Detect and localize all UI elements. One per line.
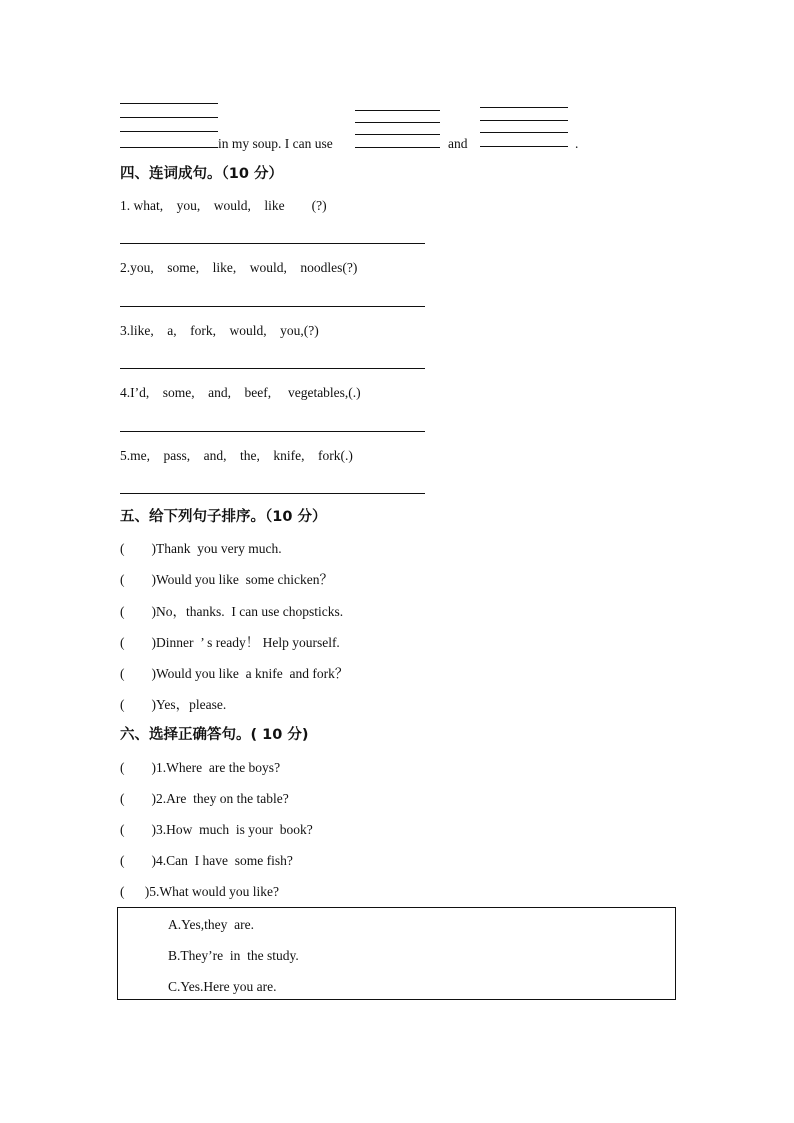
answer-line-3[interactable] xyxy=(120,368,425,369)
section4-item-5: 5.me, pass, and, the, knife, fork(.) xyxy=(120,448,353,463)
answer-line-4[interactable] xyxy=(120,431,425,432)
section5-item-3: ( )No，thanks. I can use chopsticks. xyxy=(120,604,344,619)
section4-heading: 四、连词成句。（10 分） xyxy=(120,166,283,182)
option-b: B.They’re in the study. xyxy=(168,948,299,963)
section4-item-2: 2.you, some, like, would, noodles(?) xyxy=(120,260,358,275)
top-sentence-part1: in my soup. I can use xyxy=(218,136,333,151)
section5-item-2: ( )Would you like some chicken？ xyxy=(120,572,333,587)
section6-item-3: ( )3.How much is your book? xyxy=(120,822,313,837)
section6-item-4: ( )4.Can I have some fish? xyxy=(120,853,293,868)
top-sentence-part2: and xyxy=(448,136,468,151)
section4-item-4: 4.I’d, some, and, beef, vegetables,(.) xyxy=(120,385,361,400)
section5-item-5: ( )Would you like a knife and fork？ xyxy=(120,666,349,681)
option-c: C.Yes.Here you are. xyxy=(168,979,277,994)
option-a: A.Yes,they are. xyxy=(168,917,254,932)
answer-options-box xyxy=(117,907,676,1000)
answer-line-2[interactable] xyxy=(120,306,425,307)
answer-line-5[interactable] xyxy=(120,493,425,494)
section5-heading: 五、给下列句子排序。（10 分） xyxy=(120,509,327,525)
section6-item-1: ( )1.Where are the boys? xyxy=(120,760,281,775)
section6-item-5: ( )5.What would you like? xyxy=(120,884,279,899)
answer-line-1[interactable] xyxy=(120,243,425,244)
section5-item-6: ( )Yes，please. xyxy=(120,697,227,712)
section6-item-2: ( )2.Are they on the table? xyxy=(120,791,289,806)
section4-item-3: 3.like, a, fork, would, you,(?) xyxy=(120,323,319,338)
section6-heading: 六、选择正确答句。( 10 分) xyxy=(120,727,309,743)
top-sentence-part3: . xyxy=(575,136,579,151)
section5-item-1: ( )Thank you very much. xyxy=(120,541,282,556)
section4-item-1: 1. what, you, would, like (?) xyxy=(120,198,327,213)
section5-item-4: ( )Dinner ’ s ready！ Help yourself. xyxy=(120,635,340,650)
